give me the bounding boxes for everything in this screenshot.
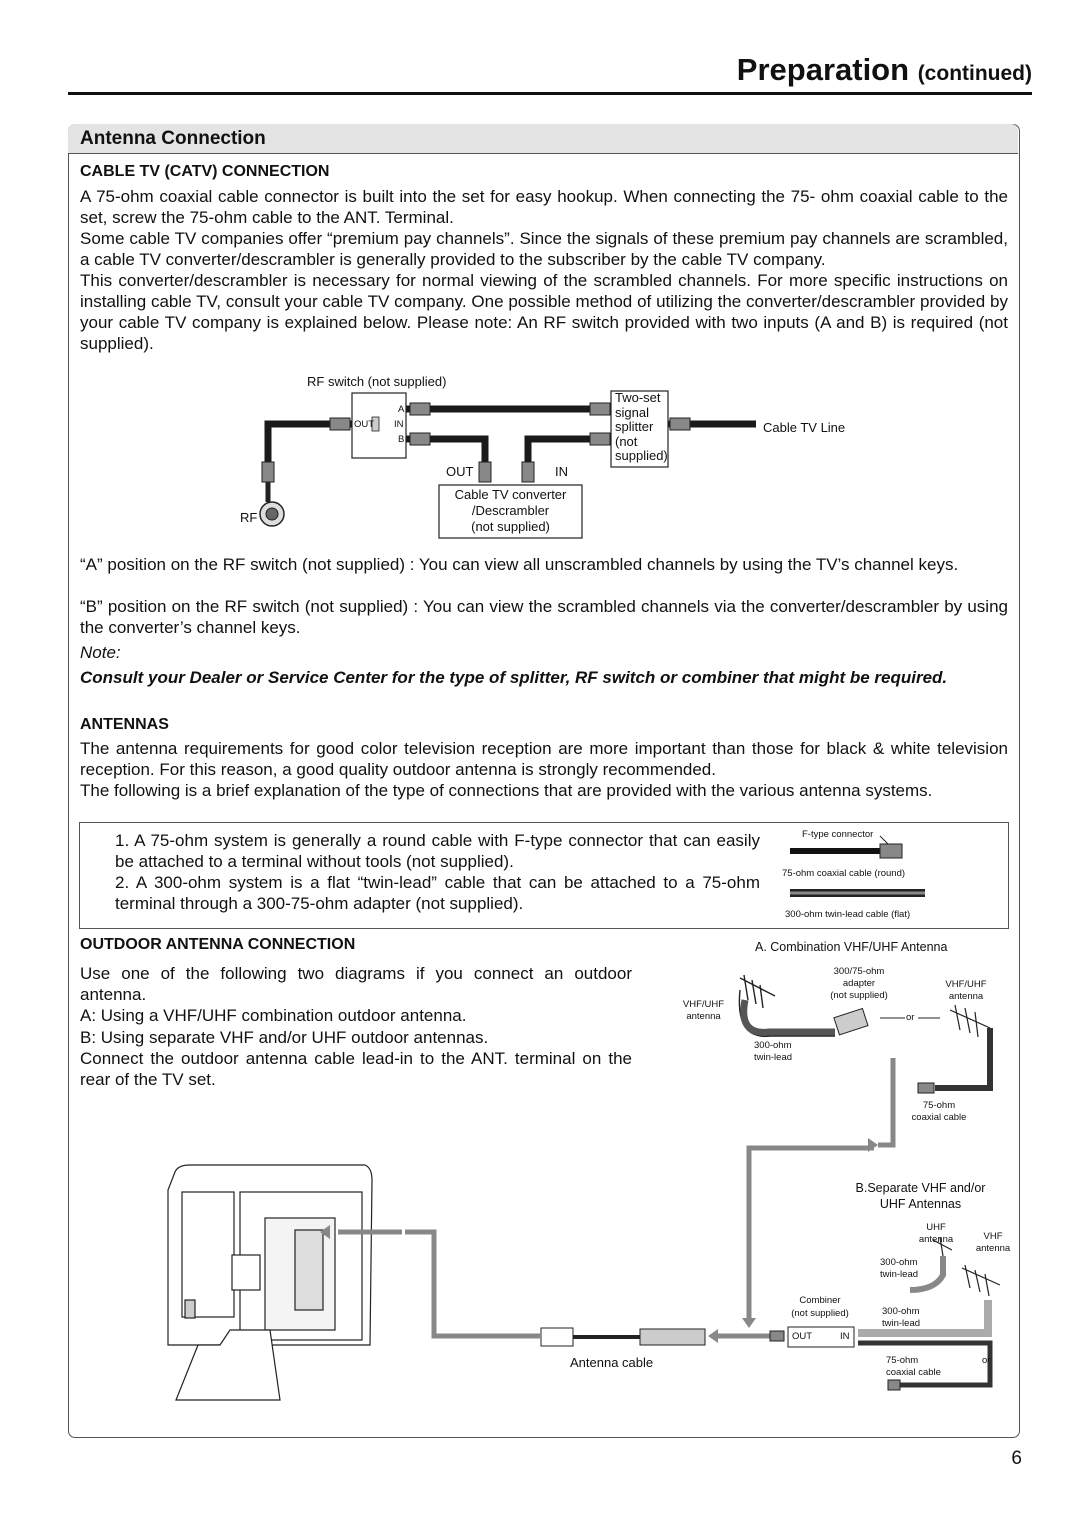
combiner-label-1: Combiner [799,1295,841,1306]
section-title: Antenna Connection [80,128,266,149]
ftype-connector-label: F-type connector [802,829,874,840]
position-a-text: “A” position on the RF switch (not supplied) : You can view all unscrambled channels by using the TV’s channel keys. [80,555,959,574]
twin-lead-label-b1-1: 300-ohm [880,1257,918,1268]
outdoor-paragraph-2: A: Using a VHF/UHF combination outdoor antenna. [80,1006,467,1025]
twin-lead-label-b2 [882,1306,920,1330]
converter-in-label: IN [555,464,568,479]
splitter-label-5: supplied) [615,448,668,463]
adapter-300-75 [834,1008,868,1034]
coax-label-a-1: 75-ohm [922,1100,956,1111]
twin-lead-label-a-2: twin-lead [754,1052,793,1063]
rf-switch-label: RF switch (not supplied) [307,374,447,389]
coax-label-b-1: 75-ohm [886,1355,919,1366]
splitter-label-2: signal [615,404,649,420]
coax-label-b [886,1355,941,1379]
antenna-cable-illustration [541,1328,705,1346]
catv-paragraph-2: Some cable TV companies offer “premium pay channels”. Since the signals of these premium pay channels are scrambled, a cable TV converter/descrambler is generally provided to the subscriber by the cable TV company. [80,229,1008,269]
converter-out-label: OUT [446,464,474,479]
port-a-label: A [398,404,405,415]
vhf-uhf-antenna-right [935,1005,990,1088]
uhf-antenna-label-2: antenna [918,1234,954,1245]
twin-lead-label-b2-1: 300-ohm [882,1306,920,1317]
antenna-cable-label: Antenna cable [570,1355,654,1370]
adapter-label-3: (not supplied) [830,990,888,1001]
vhf-uhf-left-label [676,999,731,1023]
catv-paragraph-3: This converter/descrambler is necessary for normal viewing of the scrambled channels. For more specific instructions on installing cable TV, consult your cable TV company. One possible method of utilizing the converter/descrambler provided by your cable TV company is explained below. Please note: An RF switch provided with two inputs (A and B) is required (not supplied). [80,271,1008,353]
combiner-label-2: (not supplied) [791,1308,849,1319]
switch-out-label: OUT [354,419,375,430]
page-number: 6 [1011,1448,1022,1469]
page-title-suffix: (continued) [917,62,1032,85]
antennas-paragraph-1: The antenna requirements for good color television reception are more important than those for black & white television reception. For this reason, a good quality outdoor antenna is strongly recommended. [80,739,1008,779]
uhf-antenna-label-1: UHF [926,1222,946,1233]
page-title-main: Preparation [736,52,910,87]
combiner-in-label: IN [840,1331,850,1342]
outdoor-paragraph-4: Connect the outdoor antenna cable lead-in to the ANT. terminal on the rear of the TV set. [80,1049,632,1089]
system-item-2: 2. A 300-ohm system is a flat “twin-lead” cable that can be attached to a 75-ohm terminal through a 300-75-ohm adapter (not supplied). [115,873,760,913]
combiner-label [788,1294,852,1320]
adapter-label [823,966,895,1002]
twin-lead-label-a-1: 300-ohm [754,1040,792,1051]
catv-heading: CABLE TV (CATV) CONNECTION [80,163,330,180]
splitter-label-4: (not [615,433,638,449]
switch-in-label: IN [394,419,404,430]
vhf-antenna-label-2: antenna [975,1243,1011,1254]
separate-title-2: UHF Antennas [879,1197,962,1211]
coax-label-a-2: coaxial cable [911,1112,967,1123]
antennas-paragraph-2: The following is a brief explanation of the type of connections that are provided with the various antenna systems. [80,781,933,800]
adapter-label-2: adapter [842,978,876,989]
twin-lead-flat-label: 300-ohm twin-lead cable (flat) [785,909,911,920]
twin-lead-label-b2-2: twin-lead [882,1318,921,1329]
splitter-label-1: Two-set [615,390,661,405]
tv-rear-illustration [168,1165,372,1400]
outdoor-heading: OUTDOOR ANTENNA CONNECTION [80,936,356,953]
port-b-label: B [398,434,405,445]
twin-lead-label-b1 [880,1257,918,1281]
vhf-uhf-left-label-1: VHF/UHF [682,999,725,1010]
adapter-label-1: 300/75-ohm [833,966,885,977]
splitter-label-3: splitter [615,419,654,434]
note-text: Consult your Dealer or Service Center for the type of splitter, RF switch or combiner that might be required. [80,668,948,687]
coax-label-b-2: coaxial cable [886,1367,941,1378]
vhf-antenna-label [972,1231,1014,1255]
catv-paragraph-1: A 75-ohm coaxial cable connector is built into the set for easy hookup. When connecting the 75- ohm coaxial cable to the set, screw the 75-ohm cable to the ANT. Terminal. [80,187,1008,227]
vhf-uhf-right-label-2: antenna [948,991,984,1002]
antennas-heading: ANTENNAS [80,716,169,733]
uhf-antenna-label [918,1222,954,1246]
route-tv-to-cable [405,1232,540,1336]
coax-round-label: 75-ohm coaxial cable (round) [782,868,906,879]
vhf-antenna-label-1: VHF [983,1231,1003,1242]
converter-label-1: Cable TV converter [454,487,567,502]
note-label: Note: [80,643,121,662]
route-a-down [878,1058,893,1145]
or-label-a: or [906,1012,915,1023]
coax-label-a [906,1100,972,1124]
outdoor-paragraph-3: B: Using separate VHF and/or UHF outdoor antennas. [80,1028,489,1047]
vhf-uhf-left-label-2: antenna [686,1011,721,1022]
vhf-uhf-right-label-1: VHF/UHF [945,979,987,990]
outdoor-paragraph-1: Use one of the following two diagrams if you connect an outdoor antenna. [80,964,632,1004]
rf-label: RF [240,510,258,525]
separate-title-1: B.Separate VHF and/or [855,1181,986,1195]
position-b-text: “B” position on the RF switch (not supplied) : You can view the scrambled channels via the converter/descrambler by using the converter’s channel keys. [80,597,1008,637]
converter-label-2: /Descrambler [471,503,550,518]
combiner-out-label: OUT [792,1331,813,1342]
twin-lead-label-b1-2: twin-lead [880,1269,919,1280]
system-item-1: 1. A 75-ohm system is generally a round cable with F-type connector that can easily be attached to a terminal without tools (not supplied). [115,831,760,871]
or-label-b: or [982,1355,991,1366]
combination-title: A. Combination VHF/UHF Antenna [755,940,948,954]
vhf-uhf-right-label [940,979,992,1003]
twin-lead-label-a [754,1040,792,1064]
cable-tv-line-label: Cable TV Line [763,420,846,435]
converter-label-3: (not supplied) [471,519,550,534]
separate-title [838,1180,1003,1212]
